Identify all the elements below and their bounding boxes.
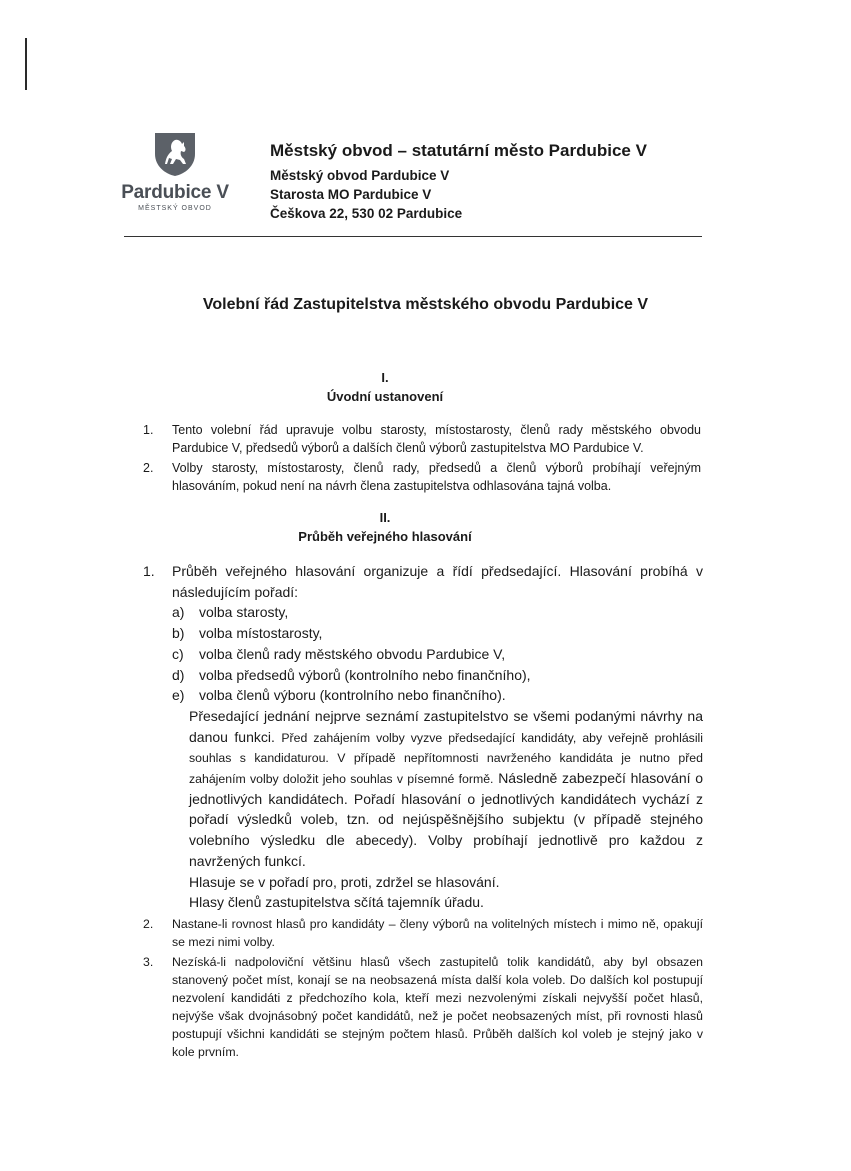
sub-item-letter: e) [172, 687, 185, 704]
item-number: 3. [143, 954, 154, 969]
sub-item-letter: b) [172, 625, 185, 642]
logo-name: Pardubice V [121, 182, 229, 203]
letterhead [270, 141, 647, 223]
item-body [172, 561, 703, 913]
section-1-heading: Úvodní ustanovení [326, 389, 444, 404]
item-number: 2. [143, 461, 154, 475]
section-1-list [143, 421, 701, 497]
document-title: Volební řád Zastupitelstva městského obvodu Pardubice V [202, 296, 649, 313]
sub-item-letter: a) [172, 604, 185, 621]
horse-shield-icon [151, 130, 199, 178]
paragraph-part: Přesedající jednání nejprve seznámí zastupitelstvo se všemi podanými návrhy na danou funkci. [189, 707, 703, 745]
item-text: Nastane-li rovnost hlasů pro kandidáty – členy výborů na volitelných místech i mimo ně, opakují se mezi nimi volby. [172, 916, 703, 949]
sub-item-letter: d) [172, 666, 185, 683]
list-item [143, 561, 703, 913]
section-2-number: II. [379, 510, 391, 525]
sub-item [172, 685, 703, 706]
item-text: Tento volební řád upravuje volbu starosty, místostarosty, členů rady městského obvodu Pardubice V, předsedů výborů a dalších členů výborů zastupitelstva MO Pardubice V. [172, 423, 701, 455]
sub-item-text: volba předsedů výborů (kontrolního nebo finančního), [199, 666, 531, 683]
item-number: 1. [143, 423, 154, 437]
list-item [143, 459, 701, 495]
section-1-number: I. [381, 370, 389, 385]
letterhead-mayor: Starosta MO Pardubice V [270, 187, 432, 202]
sub-item-text: volba členů rady městského obvodu Pardubice V, [199, 645, 506, 662]
sub-item [172, 644, 703, 665]
paragraph-part: Následně zabezpečí hlasování o jednotlivých kandidátech. Pořadí hlasování o jednotlivých kandidátech vychází z pořadí výsledků voleb, tzn. od nejúspěšnějšího subjektu (v případě stejného volebního výsledku dle abecedy). Volby probíhají jednotlivě pro každou z navržených funkcí. [189, 770, 704, 869]
letterhead-address: Češkova 22, 530 02 Pardubice [270, 206, 463, 221]
item-intro: Průběh veřejného hlasování organizuje a řídí předsedající. Hlasování probíhá v následujícím pořadí: [172, 563, 703, 600]
item-paragraph [172, 706, 703, 872]
list-item [143, 953, 703, 1061]
letterhead-office: Městský obvod Pardubice V [270, 168, 450, 183]
sub-item [172, 665, 703, 686]
list-item [143, 421, 701, 457]
section-2-list [143, 561, 703, 1063]
section-2-heading: Průběh veřejného hlasování [298, 529, 472, 544]
letterhead-title: Městský obvod – statutární město Pardubice V [270, 141, 647, 160]
item-text: Nezíská-li nadpoloviční většinu hlasů všech zastupitelů tolik kandidátů, aby byl obsazen stanovený počet míst, konají se na neobsazená místa další kola voleb. Do dalších kol postupují nezvolení kandidáti z předchozího kola, kteří mezi nezvolenými získali nejvyšší počet hlasů, nejvýše však dvojnásobný počet kandidátů, než je počet neobsazených míst, při rovnosti hlasů postupují všichni kandidáti se stejným počtem hlasů. Průběh dalších kol voleb je stejný jako v kole prvním. [172, 954, 703, 1059]
municipal-logo [120, 130, 230, 212]
item-paragraph: Hlasy členů zastupitelstva sčítá tajemník úřadu. [189, 894, 484, 911]
sub-item [172, 623, 703, 644]
paragraph-part: Před zahájením volby vyzve předsedající kandidáty, aby veřejně prohlásili souhlas s kandidaturou. V případě nepřítomnosti navrženého kandidáta je nutno před zahájením volby doložit jeho souhlas v písemné formě. [189, 730, 704, 787]
sub-item [172, 602, 703, 623]
item-text: Volby starosty, místostarosty, členů rady, předsedů a členů výborů probíhají veřejným hlasováním, pokud není na návrh člena zastupitelstva odhlasována tajná volba. [172, 461, 701, 493]
item-number: 1. [143, 563, 155, 579]
sub-item-text: volba členů výboru (kontrolního nebo finančního). [199, 687, 506, 704]
logo-subtitle: MĚSTSKÝ OBVOD [138, 205, 212, 212]
list-item [143, 915, 703, 951]
sub-item-text: volba starosty, [199, 604, 289, 621]
sub-item-letter: c) [172, 645, 184, 662]
scan-mark [25, 38, 27, 90]
item-number: 2. [143, 916, 154, 931]
sub-item-text: volba místostarosty, [199, 625, 323, 642]
header-divider [124, 236, 702, 237]
item-paragraph: Hlasuje se v pořadí pro, proti, zdržel se hlasování. [189, 873, 500, 890]
